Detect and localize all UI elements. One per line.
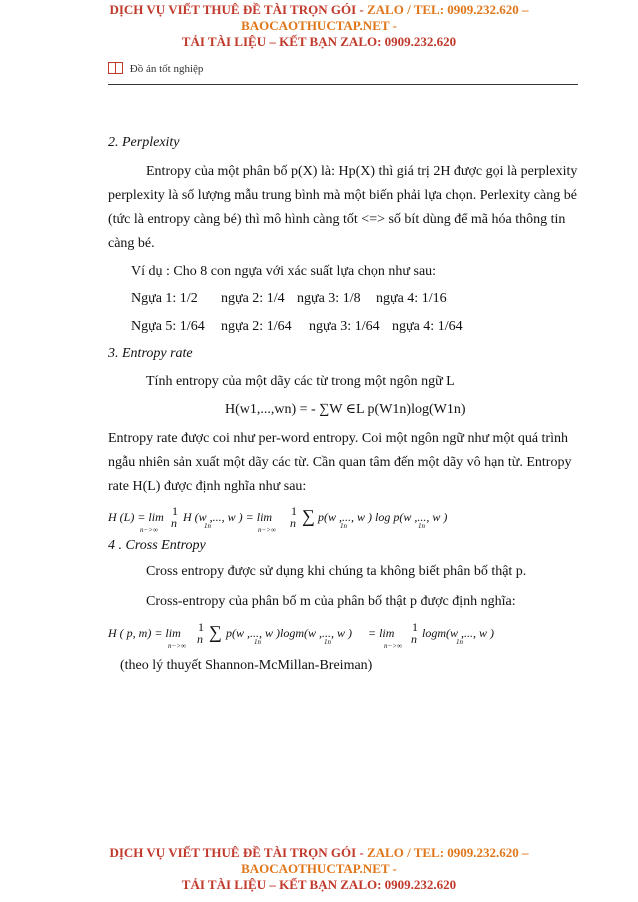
- paragraph-line: rate H(L) được định nghĩa như sau:: [108, 479, 307, 494]
- horse-prob: ngựa 3: 1/64: [309, 319, 380, 334]
- limit-subscript: n−>∞: [258, 526, 276, 534]
- formula-entropy-sequence: H(w1,...,wn) = - ∑W ∈L p(W1n)log(W1n): [225, 402, 466, 417]
- limit-subscript: n−>∞: [168, 642, 186, 650]
- horse-prob: Ngựa 5: 1/64: [131, 319, 205, 334]
- index-subscript: 1n: [324, 638, 331, 646]
- summation-icon: ∑: [302, 506, 315, 526]
- fraction-numerator: 1: [172, 504, 178, 518]
- index-subscript: 1n: [254, 638, 261, 646]
- limit-subscript: n−>∞: [140, 526, 158, 534]
- horse-prob: ngựa 4: 1/16: [376, 291, 447, 306]
- formula-rhs: logm(w ,..., w ): [422, 626, 494, 640]
- horse-prob: ngựa 3: 1/8: [297, 291, 361, 306]
- fraction-denominator: n: [290, 516, 296, 530]
- formula-rhs: p(w ,..., w ) log p(w ,..., w ): [318, 510, 448, 524]
- paragraph-line: Cross entropy được sử dụng khi chúng ta không biết phân bố thật p.: [146, 564, 527, 579]
- formula-lhs: H (L) = lim: [108, 510, 164, 524]
- banner-website-link[interactable]: BAOCAOTHUCTAP.NET -: [241, 18, 397, 33]
- paragraph-line: Tính entropy của một dãy các từ trong một ngôn ngữ L: [146, 374, 455, 389]
- horse-prob: ngựa 2: 1/4: [221, 291, 285, 306]
- banner-service-text: DỊCH VỤ VIẾT THUÊ ĐỀ TÀI TRỌN GÓI -: [109, 2, 367, 17]
- index-subscript: 1n: [456, 638, 463, 646]
- formula-lhs: H ( p, m) = lim: [108, 626, 181, 640]
- paragraph-line: perplexity là số lượng mẫu trung bình mà một biến phải lựa chọn. Perlexity càng bé: [108, 188, 577, 203]
- index-subscript: 1n: [340, 522, 347, 530]
- header-divider: [108, 84, 578, 85]
- summation-icon: ∑: [209, 622, 222, 642]
- top-banner: [0, 2, 638, 50]
- bottom-banner: [0, 845, 638, 893]
- formula-middle: H (w ,..., w ) = lim: [183, 510, 273, 524]
- fraction-numerator: 1: [412, 620, 418, 634]
- limit-subscript: n−>∞: [384, 642, 402, 650]
- banner-website-link[interactable]: BAOCAOTHUCTAP.NET -: [241, 861, 397, 876]
- fraction-numerator: 1: [291, 504, 297, 518]
- paragraph-line: (tức là entropy càng bé) thì mô hình càng tốt <=> số bít dùng để mã hóa thông tin: [108, 212, 566, 227]
- section-title-cross-entropy: 4 . Cross Entropy: [108, 538, 206, 553]
- index-subscript: 1n: [418, 522, 425, 530]
- paragraph-line: càng bé.: [108, 236, 155, 251]
- example-line: Ví dụ : Cho 8 con ngựa với xác suất lựa chọn như sau:: [131, 264, 437, 279]
- section-title-perplexity: 2. Perplexity: [108, 135, 180, 150]
- banner-download-text: TẢI TÀI LIỆU – KẾT BẠN ZALO: 0909.232.620: [181, 877, 457, 892]
- header-label: Đồ án tốt nghiệp: [129, 63, 204, 75]
- banner-contact-text: ZALO / TEL: 0909.232.620 –: [366, 845, 529, 860]
- fraction-numerator: 1: [198, 620, 204, 634]
- paragraph-line: Entropy của một phân bố p(X) là: Hp(X) thì giá trị 2H được gọi là perplexity: [146, 164, 578, 179]
- horse-prob: Ngựa 1: 1/2: [131, 291, 198, 306]
- banner-service-text: DỊCH VỤ VIẾT THUÊ ĐỀ TÀI TRỌN GÓI -: [109, 845, 367, 860]
- fraction-denominator: n: [411, 632, 417, 646]
- paragraph-line: Entropy rate được coi như per-word entropy. Coi một ngôn ngữ như một quá trình: [108, 431, 568, 446]
- document-header: [108, 62, 203, 75]
- paragraph-line: Cross-entropy của phân bố m của phân bố thật p được định nghĩa:: [146, 594, 516, 609]
- banner-download-text: TẢI TÀI LIỆU – KẾT BẠN ZALO: 0909.232.620: [181, 34, 457, 49]
- horse-prob: ngựa 2: 1/64: [221, 319, 292, 334]
- section-title-entropy-rate: 3. Entropy rate: [108, 346, 193, 361]
- banner-contact-text: ZALO / TEL: 0909.232.620 –: [366, 2, 529, 17]
- theorem-note: (theo lý thuyết Shannon-McMillan-Breiman): [120, 658, 373, 673]
- paragraph-line: ngẫu nhiên sản xuất một dãy các từ. Cần quan tâm đến một dãy vô hạn từ. Entropy: [108, 455, 572, 470]
- index-subscript: 1n: [204, 522, 211, 530]
- fraction-denominator: n: [171, 516, 177, 530]
- formula-middle: p(w ,..., w )logm(w ,..., w ): [226, 626, 352, 640]
- fraction-denominator: n: [197, 632, 203, 646]
- horse-prob: ngựa 4: 1/64: [392, 319, 463, 334]
- book-icon: [108, 62, 123, 74]
- formula-equals-limit: = lim: [368, 626, 395, 640]
